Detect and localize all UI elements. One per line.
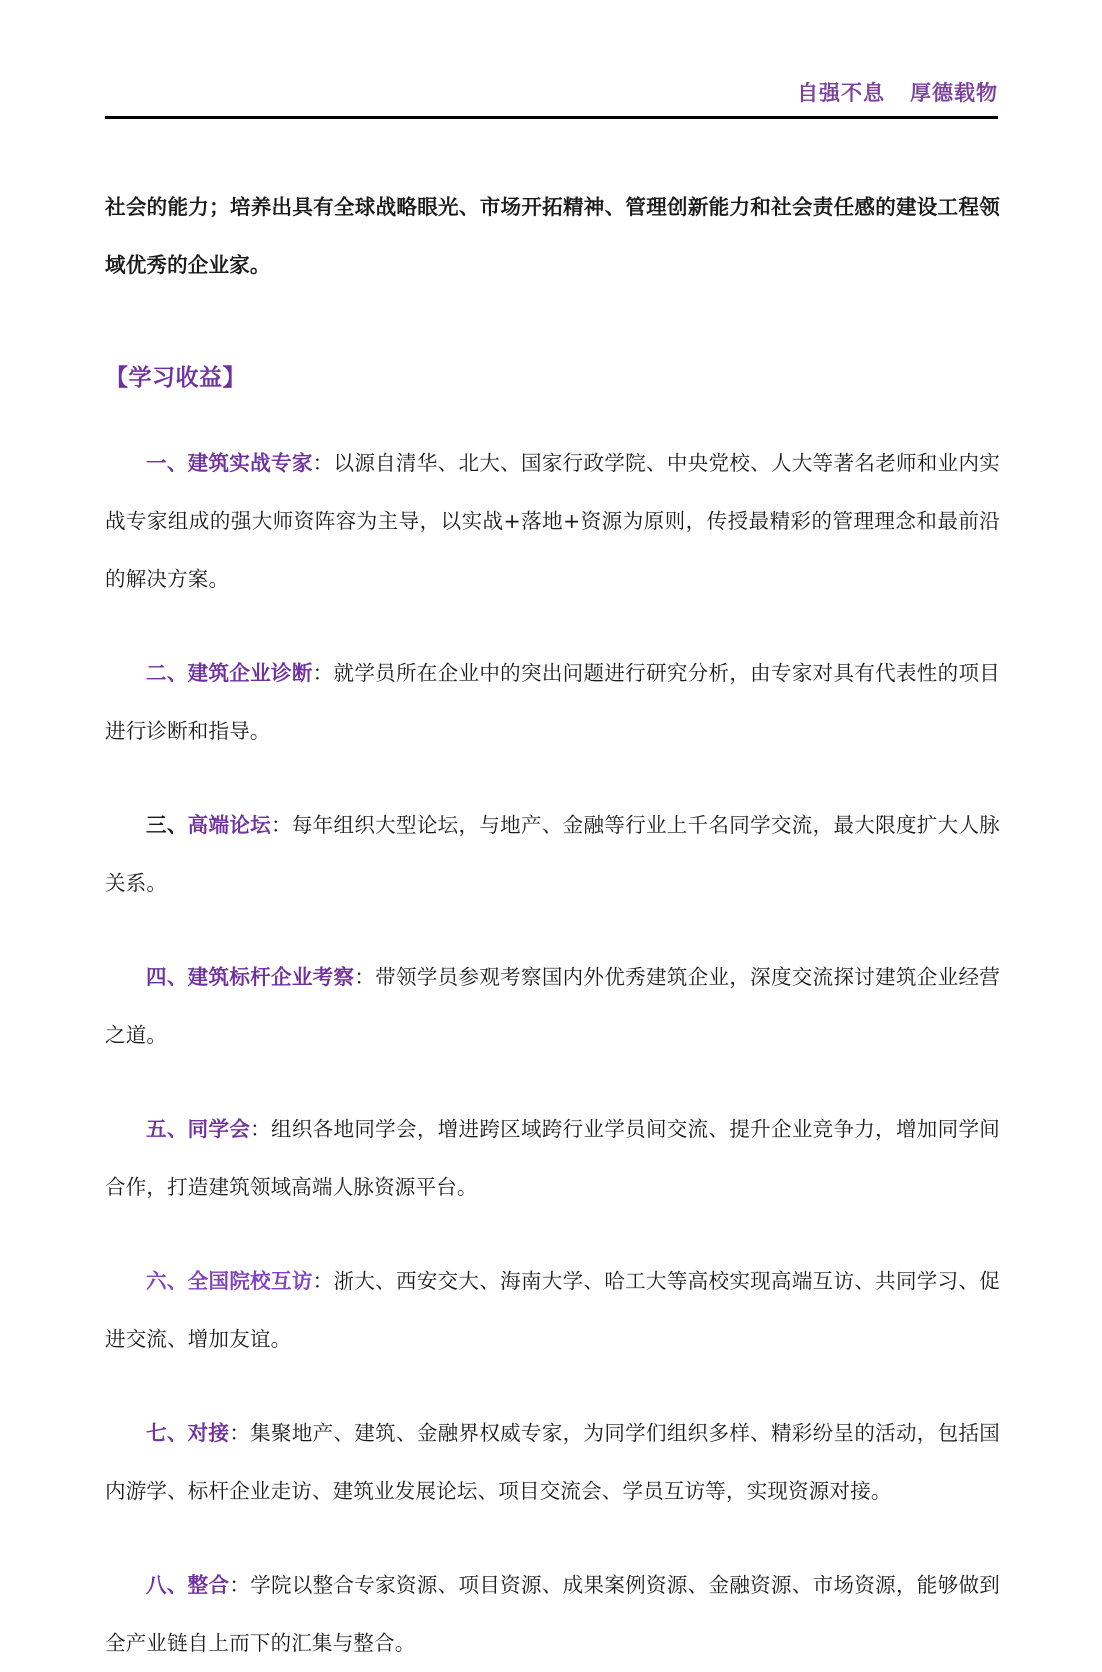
benefit-separator: ：	[229, 1573, 251, 1597]
intro-paragraph: 社会的能力；培养出具有全球战略眼光、市场开拓精神、管理创新能力和社会责任感的建设工程领域优秀的企业家。	[105, 195, 1000, 277]
benefit-label: 整合	[187, 1573, 230, 1597]
benefit-index: 二、	[146, 661, 188, 685]
benefit-separator: ：	[312, 1269, 334, 1293]
benefit-label: 建筑企业诊断	[187, 661, 313, 685]
document-content	[105, 178, 1000, 1672]
benefit-body: 组织各地同学会，增进跨区域跨行业学员间交流、提升企业竞争力，增加同学间合作，打造建筑领域高端人脉资源平台。	[105, 1117, 1001, 1199]
benefit-item	[105, 1216, 1000, 1368]
benefit-label: 对接	[187, 1421, 230, 1445]
benefit-separator: ：	[354, 965, 376, 989]
benefit-index: 五、	[146, 1117, 188, 1141]
benefit-label: 全国院校互访	[187, 1269, 313, 1293]
benefit-body: 就学员所在企业中的突出问题进行研究分析，由专家对具有代表性的项目进行诊断和指导。	[105, 661, 1001, 743]
benefit-body: 浙大、西安交大、海南大学、哈工大等高校实现高端互访、共同学习、促进交流、增加友谊。	[105, 1269, 1001, 1351]
benefit-item	[105, 1064, 1000, 1216]
header-motto: 自强不息 厚德载物	[797, 81, 998, 105]
benefit-index: 八、	[146, 1573, 188, 1597]
benefit-label: 建筑实战专家	[187, 451, 313, 475]
benefit-item	[105, 608, 1000, 760]
benefit-index: 六、	[146, 1269, 188, 1293]
header-divider-rule	[105, 116, 998, 119]
benefit-label: 同学会	[187, 1117, 251, 1141]
section-heading-learning-benefits: 【学习收益】	[105, 365, 246, 391]
benefit-separator: ：	[229, 1421, 251, 1445]
benefit-body: 集聚地产、建筑、金融界权威专家，为同学们组织多样、精彩纷呈的活动，包括国内游学、标杆企业走访、建筑业发展论坛、项目交流会、学员互访等，实现资源对接。	[105, 1421, 1001, 1503]
benefit-list	[105, 398, 1000, 1672]
benefit-label: 建筑标杆企业考察	[187, 965, 355, 989]
benefit-body: 学院以整合专家资源、项目资源、成果案例资源、金融资源、市场资源，能够做到全产业链自上而下的汇集与整合。	[105, 1573, 1001, 1655]
benefit-body: 带领学员参观考察国内外优秀建筑企业，深度交流探讨建筑企业经营之道。	[105, 965, 1000, 1047]
benefit-item	[105, 760, 1000, 912]
benefit-label: 高端论坛	[187, 813, 271, 837]
benefit-separator: ：	[312, 451, 334, 475]
benefit-item	[105, 1368, 1000, 1520]
benefit-index: 七、	[146, 1421, 188, 1445]
benefit-index: 四、	[146, 965, 188, 989]
benefit-body: 每年组织大型论坛，与地产、金融等行业上千名同学交流，最大限度扩大人脉关系。	[105, 813, 1000, 895]
benefit-index: 三、	[146, 813, 188, 837]
benefit-item	[105, 1520, 1000, 1672]
page-header	[105, 78, 998, 122]
benefit-separator: ：	[312, 661, 334, 685]
benefit-item	[105, 398, 1000, 608]
benefit-separator: ：	[250, 1117, 272, 1141]
benefit-index: 一、	[146, 451, 188, 475]
benefit-body: 以源自清华、北大、国家行政学院、中央党校、人大等著名老师和业内实战专家组成的强大师资阵容为主导，以实战+落地+资源为原则，传授最精彩的管理理念和最前沿的解决方案。	[105, 451, 1001, 591]
benefit-item	[105, 912, 1000, 1064]
benefit-separator: ：	[271, 813, 292, 837]
